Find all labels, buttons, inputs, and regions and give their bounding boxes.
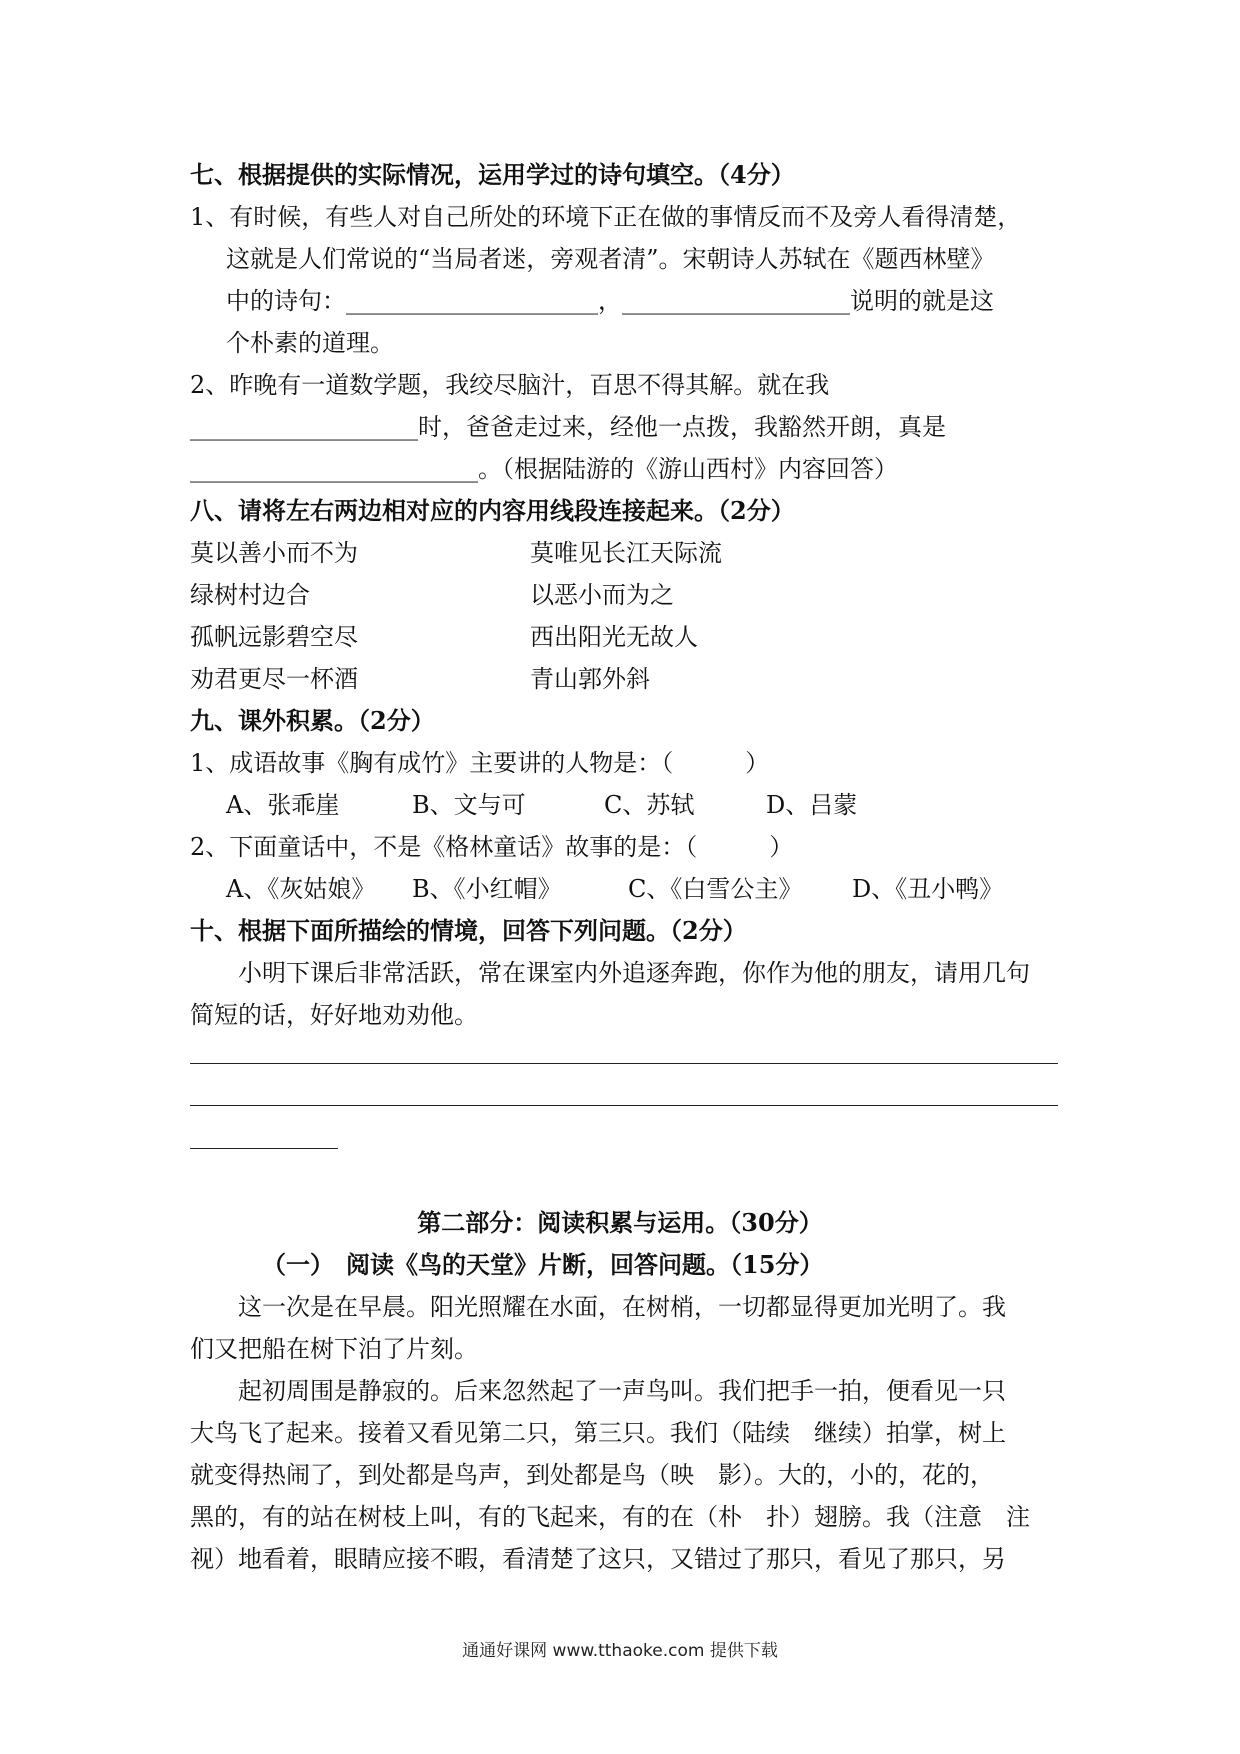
passage-p2-line4: 黑的，有的站在树枝上叫，有的飞起来，有的在（朴 扑）翅膀。我（注意 注 xyxy=(190,1503,1030,1531)
page-footer: 通通好课网 www.tthaoke.com 提供下载 xyxy=(462,1641,778,1661)
sec7-q2-line1: 2、昨晚有一道数学题，我绞尽脑汁，百思不得其解。就在我 xyxy=(190,371,830,399)
sec9-q2-option-b: B、《小红帽》 xyxy=(412,875,562,903)
sec9-q2-option-a: A、《灰姑娘》 xyxy=(226,875,376,903)
passage-p2-line3: 就变得热闹了，到处都是鸟声，到处都是鸟（映 影）。大的，小的，花的， xyxy=(190,1461,994,1489)
match-left-item: 莫以善小而不为 xyxy=(190,539,358,567)
match-left-item: 劝君更尽一杯酒 xyxy=(190,665,358,693)
sec9-q2-option-d: D、《丑小鸭》 xyxy=(852,875,1004,903)
answer-line xyxy=(190,1148,338,1149)
sec9-q1-option-d: D、吕蒙 xyxy=(766,791,858,819)
match-right-item: 莫唯见长江天际流 xyxy=(530,539,722,567)
sec7-q2-line3: ________________________。（根据陆游的《游山西村》内容回答） xyxy=(190,455,898,483)
answer-line xyxy=(190,1063,1058,1064)
section-9-title: 九、课外积累。（2分） xyxy=(190,706,435,735)
sec9-q2-option-c: C、《白雪公主》 xyxy=(628,875,803,903)
sec9-q2: 2、下面童话中，不是《格林童话》故事的是：（ ） xyxy=(190,833,794,861)
sec7-q1-line4: 个朴素的道理。 xyxy=(226,329,394,357)
sec10-prompt-line1: 小明下课后非常活跃，常在课室内外追逐奔跑，你作为他的朋友，请用几句 xyxy=(238,959,1030,987)
match-left-item: 绿树村边合 xyxy=(190,581,310,609)
sec7-q2-line2: ___________________时，爸爸走过来，经他一点拨，我豁然开朗，真是 xyxy=(190,413,946,441)
passage-p1-line2: 们又把船在树下泊了片刻。 xyxy=(190,1335,478,1363)
sec9-q1-option-a: A、张乖崖 xyxy=(226,791,340,819)
match-right-item: 青山郭外斜 xyxy=(530,665,650,693)
reading-1-title: （一） 阅读《鸟的天堂》片断，回答问题。（15分） xyxy=(262,1250,824,1279)
sec7-q1-line2: 这就是人们常说的“当局者迷，旁观者清”。宋朝诗人苏轼在《题西林壁》 xyxy=(226,245,995,273)
sec9-q1: 1、成语故事《胸有成竹》主要讲的人物是：（ ） xyxy=(190,749,770,777)
sec9-q1-option-c: C、苏轼 xyxy=(604,791,695,819)
sec7-q1-line1: 1、有时候，有些人对自己所处的环境下正在做的事情反而不及旁人看得清楚， xyxy=(190,203,1022,231)
match-right-item: 西出阳光无故人 xyxy=(530,623,698,651)
section-8-title: 八、请将左右两边相对应的内容用线段连接起来。（2分） xyxy=(190,496,795,525)
passage-p2-line2: 大鸟飞了起来。接着又看见第二只，第三只。我们（陆续 继续）拍掌，树上 xyxy=(190,1419,1006,1447)
passage-p1-line1: 这一次是在早晨。阳光照耀在水面，在树梢，一切都显得更加光明了。我 xyxy=(238,1293,1006,1321)
section-10-title: 十、根据下面所描绘的情境，回答下列问题。（2分） xyxy=(190,916,747,945)
sec10-prompt-line2: 简短的话，好好地劝劝他。 xyxy=(190,1001,478,1029)
passage-p2-line1: 起初周围是静寂的。后来忽然起了一声鸟叫。我们把手一拍，便看见一只 xyxy=(238,1377,1006,1405)
section-7-title: 七、根据提供的实际情况，运用学过的诗句填空。（4分） xyxy=(190,160,795,189)
part-2-title: 第二部分：阅读积累与运用。（30分） xyxy=(417,1208,823,1237)
sec7-q1-line3: 中的诗句：_____________________，___________________说明的就是这 xyxy=(226,287,994,315)
answer-line xyxy=(190,1105,1058,1106)
match-right-item: 以恶小而为之 xyxy=(530,581,674,609)
match-left-item: 孤帆远影碧空尽 xyxy=(190,623,358,651)
passage-p2-line5: 视）地看着，眼睛应接不暇，看清楚了这只，又错过了那只，看见了那只，另 xyxy=(190,1545,1006,1573)
sec9-q1-option-b: B、文与可 xyxy=(412,791,526,819)
